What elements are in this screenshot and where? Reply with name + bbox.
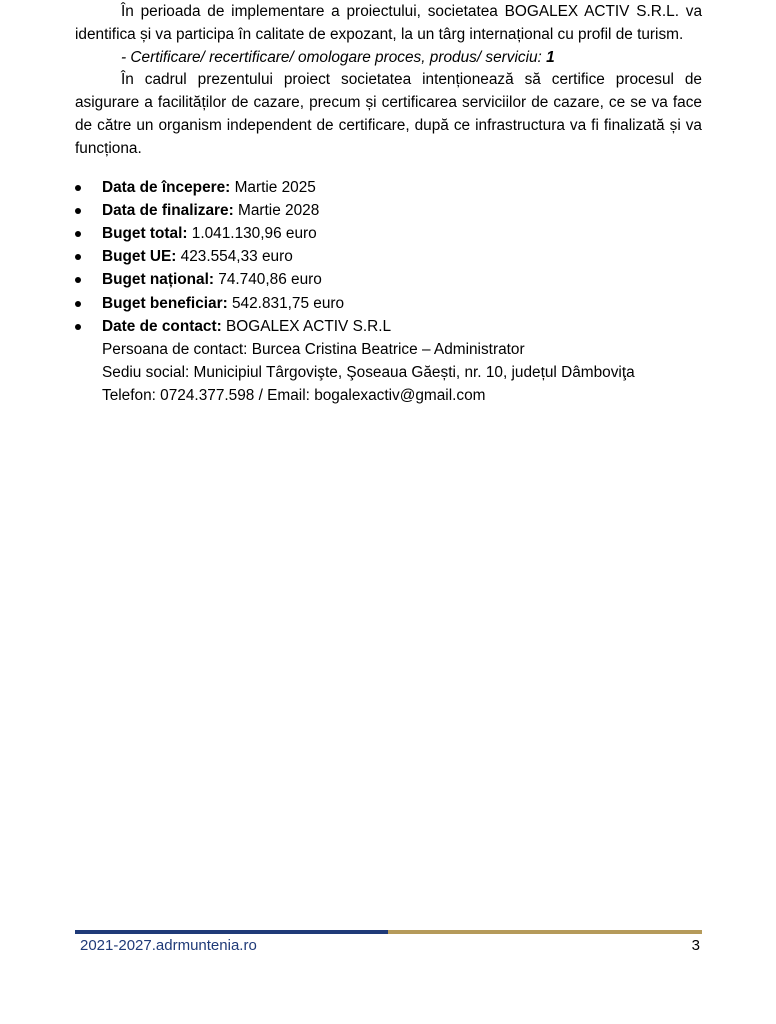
implementation-paragraph: În perioada de implementare a proiectului, societatea BOGALEX ACTIV S.R.L. va identifica și va participa în calitate de expozant, la un târg internațional cu profil de turism. bbox=[75, 3, 702, 43]
detail-value: 74.740,86 euro bbox=[214, 271, 322, 289]
bullet-icon bbox=[75, 277, 81, 283]
detail-label: Data de finalizare: bbox=[102, 201, 234, 219]
detail-value: 423.554,33 euro bbox=[176, 248, 293, 266]
detail-value: 542.831,75 euro bbox=[227, 294, 345, 312]
page-number: 3 bbox=[691, 937, 700, 954]
detail-label: Buget beneficiar: bbox=[102, 294, 228, 312]
detail-label: Buget UE: bbox=[102, 248, 177, 266]
footer-rule bbox=[75, 930, 702, 934]
bullet-icon bbox=[75, 231, 81, 237]
detail-eu-budget bbox=[75, 245, 702, 268]
footer-rule-blue bbox=[75, 930, 388, 934]
detail-value: Martie 2025 bbox=[230, 178, 316, 196]
page-body bbox=[75, 0, 702, 408]
detail-value: BOGALEX ACTIV S.R.L bbox=[221, 317, 392, 335]
certification-value: 1 bbox=[546, 48, 555, 66]
certification-line bbox=[75, 47, 702, 70]
bullet-icon bbox=[75, 301, 81, 307]
footer-rule-gold bbox=[388, 930, 702, 934]
contact-person: Persoana de contact: Burcea Cristina Beatrice – Administrator bbox=[102, 341, 525, 358]
certification-paragraph: În cadrul prezentului proiect societatea intenționează să certifice procesul de asigurare a facilităților de cazare, precum și certificarea serviciilor de cazare, ce se va face de către un organism independent de certificare, după ce infrastructura va fi finalizată și va funcționa. bbox=[75, 71, 702, 157]
detail-start-date bbox=[75, 176, 702, 199]
bullet-icon bbox=[75, 208, 81, 214]
detail-label: Buget total: bbox=[102, 224, 188, 242]
bullet-icon bbox=[75, 185, 81, 191]
detail-label: Data de începere: bbox=[102, 178, 231, 196]
contact-phone-email: Telefon: 0724.377.598 / Email: bogalexactiv@gmail.com bbox=[102, 387, 486, 405]
contact-address: Sediu social: Municipiul Târgovişte, Şoseaua Găești, nr. 10, județul Dâmboviţa bbox=[102, 364, 635, 382]
detail-label: Date de contact: bbox=[102, 317, 222, 335]
detail-contact bbox=[75, 315, 702, 408]
certification-label: - Certificare/ recertificare/ omologare proces, produs/ serviciu: bbox=[121, 48, 547, 66]
bullet-icon bbox=[75, 254, 81, 260]
detail-beneficiary-budget bbox=[75, 292, 702, 315]
detail-end-date bbox=[75, 199, 702, 222]
project-details-list bbox=[75, 176, 702, 408]
detail-national-budget bbox=[75, 268, 702, 291]
bullet-icon bbox=[75, 324, 81, 330]
footer-url-link[interactable]: 2021-2027.adrmuntenia.ro bbox=[80, 937, 257, 954]
detail-total-budget bbox=[75, 222, 702, 245]
detail-value: Martie 2028 bbox=[233, 201, 320, 219]
detail-label: Buget național: bbox=[102, 271, 215, 289]
detail-value: 1.041.130,96 euro bbox=[187, 224, 317, 242]
